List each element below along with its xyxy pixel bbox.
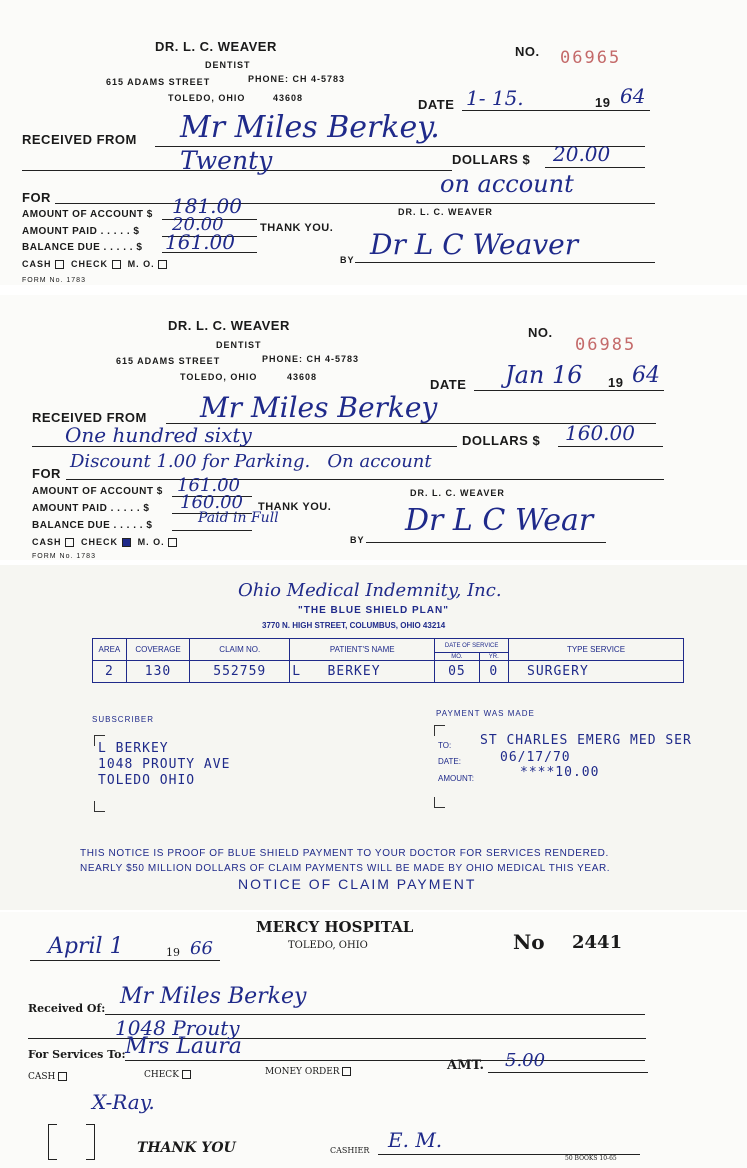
year-prefix: 19 xyxy=(166,946,180,959)
amt-label: AMT. xyxy=(447,1058,485,1073)
doctor-name: DR. L. C. WEAVER xyxy=(168,318,290,333)
cell-type: SURGERY xyxy=(509,661,684,683)
doctor-name: DR. L. C. WEAVER xyxy=(155,39,277,54)
subscriber-label: SUBSCRIBER xyxy=(92,715,155,724)
notice-title: NOTICE OF CLAIM PAYMENT xyxy=(238,876,477,892)
header-claim-no: CLAIM NO. xyxy=(190,639,290,661)
receipt-weaver-2 xyxy=(0,295,747,560)
received-from-label: RECEIVED FROM xyxy=(22,132,137,147)
receipt-number-label: NO. xyxy=(515,44,540,59)
cashier-label: CASHIER xyxy=(330,1146,370,1155)
received-of-value: Mr Miles Berkey xyxy=(120,984,307,1009)
year-value: 64 xyxy=(632,363,660,388)
phone: PHONE: CH 4-5783 xyxy=(262,354,360,364)
dollars-value: 20.00 xyxy=(553,142,611,166)
payment-check xyxy=(144,1070,191,1080)
amount-words: Twenty xyxy=(180,146,273,175)
check-label: CHECK xyxy=(81,537,119,547)
amount-paid-value: 20.00 xyxy=(172,214,224,235)
by-label: BY xyxy=(340,255,355,265)
cash-label: CASH xyxy=(32,537,62,547)
cash-checkbox xyxy=(55,260,64,269)
claim-table xyxy=(92,638,684,683)
cell-yr: 0 xyxy=(479,661,508,683)
money-order-label: MONEY ORDER xyxy=(265,1067,340,1077)
for-value: on account xyxy=(440,170,574,198)
received-of-label: Received Of: xyxy=(28,1002,106,1015)
receipt-mercy-hospital xyxy=(0,912,747,1168)
company-name: Ohio Medical Indemnity, Inc. xyxy=(238,580,502,601)
receipt-number-label: NO. xyxy=(528,325,553,340)
payment-label: PAYMENT WAS MADE xyxy=(436,709,535,718)
form-number: FORM No. 1783 xyxy=(22,277,86,284)
phone: PHONE: CH 4-5783 xyxy=(248,74,346,84)
received-from-value: Mr Miles Berkey. xyxy=(180,110,440,145)
amount-label: AMOUNT: xyxy=(438,774,474,783)
payment-money-order xyxy=(265,1067,351,1077)
balance-due-value: 161.00 xyxy=(165,230,235,254)
footer-print: 50 BOOKS 10-65 xyxy=(565,1155,617,1162)
check-label: CHECK xyxy=(144,1070,179,1080)
receipt-number: 06985 xyxy=(575,335,637,355)
amount-of-account-value: 181.00 xyxy=(172,194,242,218)
cell-claim: 552759 xyxy=(190,661,290,683)
header-coverage: COVERAGE xyxy=(126,639,189,661)
city: TOLEDO, OHIO xyxy=(180,372,258,382)
header-patient-name: PATIENT'S NAME xyxy=(290,639,435,661)
mo-label: M. O. xyxy=(127,259,155,269)
date-label: DATE xyxy=(418,97,455,112)
year-prefix: 19 xyxy=(595,95,611,110)
blue-shield-notice xyxy=(0,565,747,910)
date-label: DATE xyxy=(430,377,467,392)
money-order-checkbox xyxy=(342,1067,351,1076)
zip: 43608 xyxy=(287,372,318,382)
doctor-title: DENTIST xyxy=(205,60,251,70)
cell-area: 2 xyxy=(93,661,127,683)
address-value: 1048 Prouty xyxy=(115,1016,240,1040)
amount-of-account-label: AMOUNT OF ACCOUNT $ xyxy=(32,486,163,497)
cell-coverage: 130 xyxy=(126,661,189,683)
mo-label: M. O. xyxy=(137,537,165,547)
services-label: For Services To: xyxy=(28,1048,126,1061)
cashier-value: E. M. xyxy=(388,1128,443,1152)
payment-cash xyxy=(28,1072,67,1082)
thank-you: THANK YOU xyxy=(137,1140,236,1156)
dollars-value: 160.00 xyxy=(565,421,635,445)
payment-methods xyxy=(22,259,167,269)
note: X-Ray. xyxy=(92,1090,155,1114)
cash-label: CASH xyxy=(22,259,52,269)
to-label: TO: xyxy=(438,741,452,750)
subscriber-name: L BERKEY xyxy=(98,741,169,756)
notice-line-2: NEARLY $50 MILLION DOLLARS OF CLAIM PAYMENTS WILL BE MADE BY OHIO MEDICAL THIS YEAR. xyxy=(80,863,611,874)
date-value: Jan 16 xyxy=(505,361,583,389)
date-label: DATE: xyxy=(438,757,461,766)
receipt-number: 2441 xyxy=(572,932,623,953)
payment-methods xyxy=(32,537,177,547)
header-type-service: TYPE SERVICE xyxy=(509,639,684,661)
dollars-label: DOLLARS $ xyxy=(452,152,531,167)
for-label: FOR xyxy=(22,190,51,205)
balance-due-value: Paid in Full xyxy=(198,510,279,526)
by-label: BY xyxy=(350,535,365,545)
receipt-weaver-1 xyxy=(0,0,747,285)
receipt-number: 06965 xyxy=(560,48,622,68)
company-address: 3770 N. HIGH STREET, COLUMBUS, OHIO 43214 xyxy=(262,621,446,630)
date-value: April 1 xyxy=(48,934,124,959)
zip: 43608 xyxy=(273,93,304,103)
check-checkbox-marked xyxy=(122,538,131,547)
payee: DR. L. C. WEAVER xyxy=(398,207,493,217)
check-label: CHECK xyxy=(71,259,109,269)
amount-of-account-value: 161.00 xyxy=(177,475,240,496)
plan-name: "THE BLUE SHIELD PLAN" xyxy=(298,605,449,616)
check-checkbox xyxy=(182,1070,191,1079)
signature: Dr L C Wear xyxy=(405,503,594,538)
to-value: ST CHARLES EMERG MED SER xyxy=(480,733,692,748)
notice-line-1: THIS NOTICE IS PROOF OF BLUE SHIELD PAYMENT TO YOUR DOCTOR FOR SERVICES RENDERED. xyxy=(80,848,609,859)
thank-you: THANK YOU. xyxy=(260,222,334,234)
cash-checkbox xyxy=(65,538,74,547)
balance-due-label: BALANCE DUE . . . . . $ xyxy=(32,520,153,531)
subscriber-block xyxy=(98,741,230,789)
amount-paid-label: AMOUNT PAID . . . . . $ xyxy=(22,226,140,237)
dollars-label: DOLLARS $ xyxy=(462,433,541,448)
year-value: 66 xyxy=(190,938,213,959)
check-checkbox xyxy=(112,260,121,269)
address: 615 ADAMS STREET xyxy=(106,77,211,87)
header-date-of-service: DATE OF SERVICE xyxy=(435,639,509,653)
received-from-value: Mr Miles Berkey xyxy=(200,391,438,424)
city: TOLEDO, OHIO xyxy=(168,93,246,103)
header-mo: MO. xyxy=(435,653,479,661)
amount-paid-label: AMOUNT PAID . . . . . $ xyxy=(32,503,150,514)
received-from-label: RECEIVED FROM xyxy=(32,410,147,425)
year-prefix: 19 xyxy=(608,375,624,390)
address: 615 ADAMS STREET xyxy=(116,356,221,366)
header-yr: YR. xyxy=(479,653,508,661)
cell-mo: 05 xyxy=(435,661,479,683)
amount-words: One hundred sixty xyxy=(65,423,252,447)
date-value: 1- 15. xyxy=(466,86,524,110)
cell-patient: L BERKEY xyxy=(290,661,435,683)
thank-you: THANK YOU. xyxy=(258,501,332,513)
amount-value: ****10.00 xyxy=(520,765,600,780)
services-value: Mrs Laura xyxy=(125,1034,242,1059)
subscriber-city: TOLEDO OHIO xyxy=(98,773,196,788)
form-number: FORM No. 1783 xyxy=(32,553,96,560)
receipt-number-label: No xyxy=(513,930,545,954)
cash-checkbox xyxy=(58,1072,67,1081)
year-value: 64 xyxy=(620,84,646,108)
subscriber-street: 1048 PROUTY AVE xyxy=(98,757,231,772)
cash-label: CASH xyxy=(28,1072,56,1082)
hospital-city: TOLEDO, OHIO xyxy=(288,940,368,951)
mo-checkbox xyxy=(158,260,167,269)
for-value: Discount 1.00 for Parking. On account xyxy=(70,451,432,472)
hospital-name: MERCY HOSPITAL xyxy=(256,918,414,936)
for-label: FOR xyxy=(32,466,61,481)
signature: Dr L C Weaver xyxy=(370,228,579,261)
amt-value: 5.00 xyxy=(505,1050,546,1071)
amount-of-account-label: AMOUNT OF ACCOUNT $ xyxy=(22,209,153,220)
balance-due-label: BALANCE DUE . . . . . $ xyxy=(22,242,143,253)
payee: DR. L. C. WEAVER xyxy=(410,488,505,498)
mo-checkbox xyxy=(168,538,177,547)
date-value: 06/17/70 xyxy=(500,750,571,765)
amount-paid-value: 160.00 xyxy=(180,492,243,513)
header-area: AREA xyxy=(93,639,127,661)
doctor-title: DENTIST xyxy=(216,340,262,350)
claim-row xyxy=(93,661,684,683)
